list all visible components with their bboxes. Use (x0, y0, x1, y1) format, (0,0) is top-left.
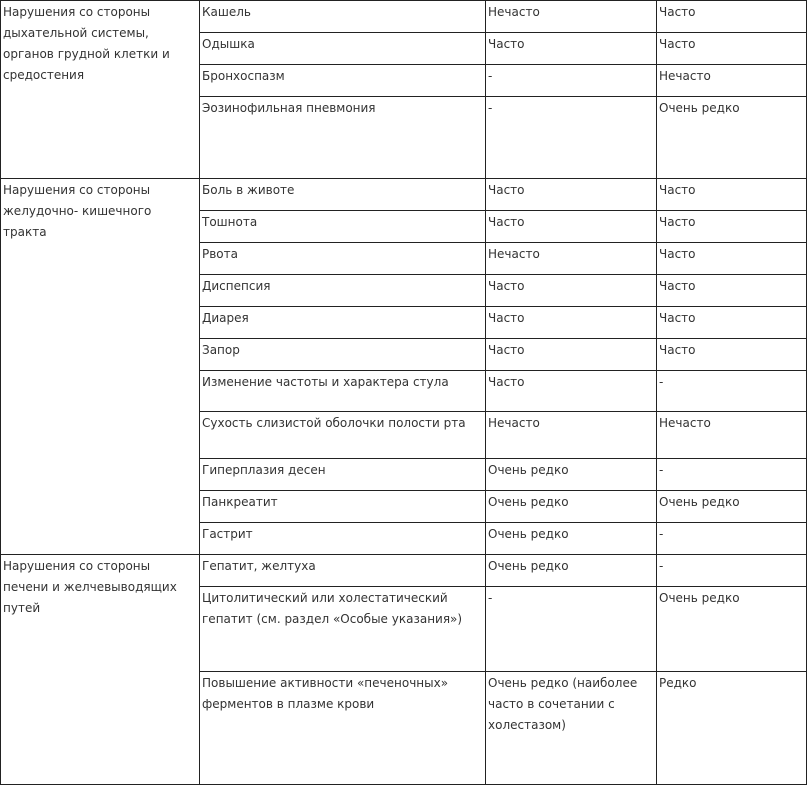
organ-class-cell: Нарушения со стороны желудочно- кишечного тракта (1, 179, 200, 555)
frequency-cell: Часто (657, 33, 807, 65)
frequency-cell: Часто (657, 1, 807, 33)
organ-class-cell: Нарушения со стороны дыхательной системы, органов грудной клетки и средостения (1, 1, 200, 179)
effect-cell: Одышка (200, 33, 486, 65)
frequency-cell: Часто (486, 179, 657, 211)
frequency-cell: Часто (486, 307, 657, 339)
frequency-cell: Очень редко (486, 491, 657, 523)
frequency-cell: Очень редко (657, 491, 807, 523)
frequency-cell: Очень редко (486, 555, 657, 587)
frequency-cell: Часто (486, 275, 657, 307)
frequency-cell: Часто (486, 33, 657, 65)
effect-cell: Диспепсия (200, 275, 486, 307)
frequency-cell: Нечасто (486, 412, 657, 459)
frequency-cell: - (486, 65, 657, 97)
frequency-cell: Часто (486, 211, 657, 243)
frequency-cell: Часто (657, 275, 807, 307)
frequency-cell: Нечасто (486, 243, 657, 275)
frequency-cell: - (486, 97, 657, 179)
table-row (1, 179, 807, 211)
frequency-cell: Часто (657, 339, 807, 371)
frequency-cell: Очень редко (486, 523, 657, 555)
frequency-cell: Часто (657, 307, 807, 339)
table-row (1, 1, 807, 33)
frequency-cell: - (657, 555, 807, 587)
effect-cell: Диарея (200, 307, 486, 339)
frequency-cell: Очень редко (657, 587, 807, 672)
frequency-cell: Редко (657, 672, 807, 785)
frequency-cell: Очень редко (наиболее часто в сочетании с холестазом) (486, 672, 657, 785)
effect-cell: Запор (200, 339, 486, 371)
frequency-cell: - (486, 587, 657, 672)
frequency-cell: Нечасто (486, 1, 657, 33)
frequency-cell: - (657, 371, 807, 412)
effect-cell: Сухость слизистой оболочки полости рта (200, 412, 486, 459)
effect-cell: Бронхоспазм (200, 65, 486, 97)
frequency-cell: Часто (657, 211, 807, 243)
effect-cell: Гепатит, желтуха (200, 555, 486, 587)
effect-cell: Цитолитический или холестатический гепатит (см. раздел «Особые указания») (200, 587, 486, 672)
effect-cell: Боль в животе (200, 179, 486, 211)
frequency-cell: Нечасто (657, 412, 807, 459)
frequency-cell: Часто (657, 243, 807, 275)
frequency-cell: - (657, 459, 807, 491)
frequency-cell: Очень редко (657, 97, 807, 179)
effect-cell: Гастрит (200, 523, 486, 555)
organ-class-cell: Нарушения со стороны печени и желчевыводящих путей (1, 555, 200, 785)
frequency-cell: Очень редко (486, 459, 657, 491)
effect-cell: Рвота (200, 243, 486, 275)
effect-cell: Кашель (200, 1, 486, 33)
effect-cell: Гиперплазия десен (200, 459, 486, 491)
effect-cell: Панкреатит (200, 491, 486, 523)
frequency-cell: Часто (657, 179, 807, 211)
effect-cell: Эозинофильная пневмония (200, 97, 486, 179)
effect-cell: Повышение активности «печеночных» ферментов в плазме крови (200, 672, 486, 785)
frequency-cell: - (657, 523, 807, 555)
effect-cell: Изменение частоты и характера стула (200, 371, 486, 412)
frequency-cell: Нечасто (657, 65, 807, 97)
frequency-cell: Часто (486, 371, 657, 412)
frequency-cell: Часто (486, 339, 657, 371)
table-row (1, 555, 807, 587)
effect-cell: Тошнота (200, 211, 486, 243)
